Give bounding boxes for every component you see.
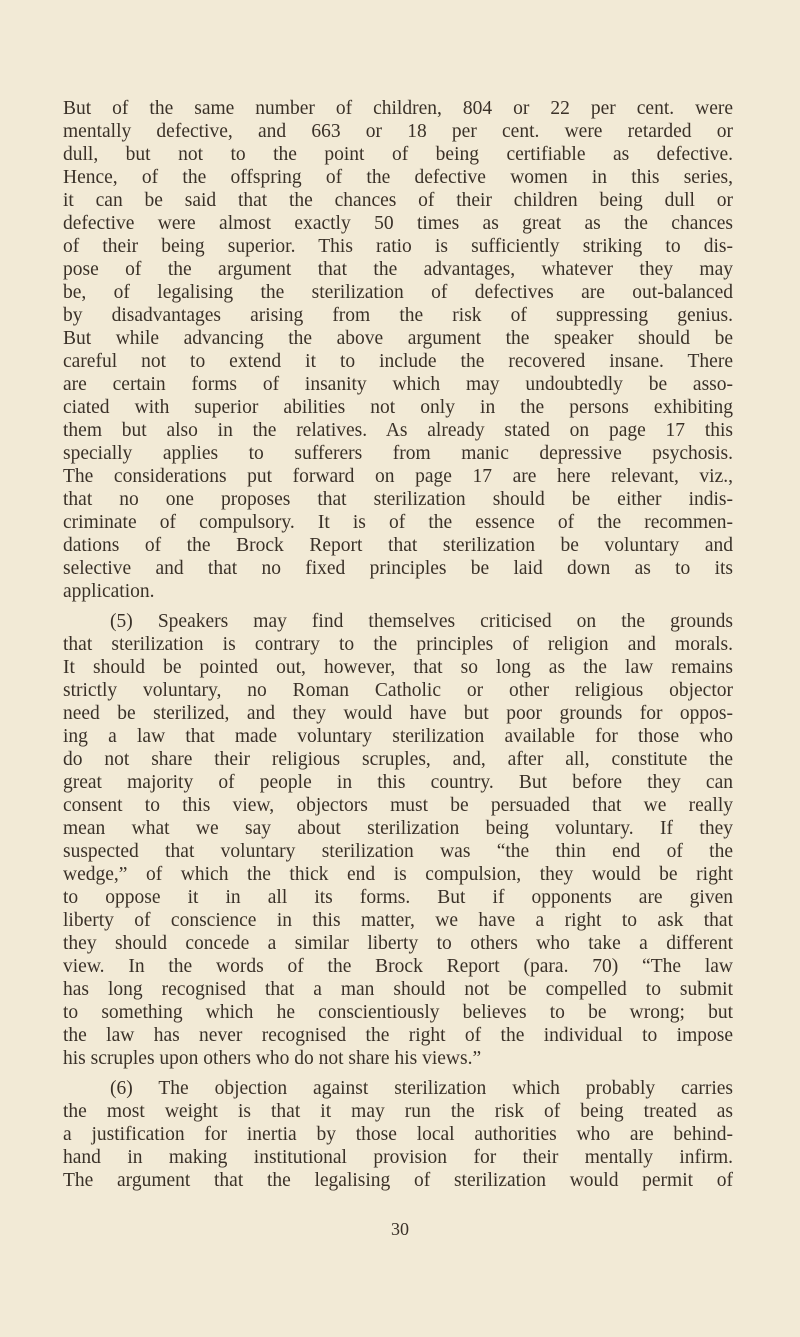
- text-line: wedge,” of which the thick end is compulsion, they would be right: [63, 864, 733, 885]
- text-line: need be sterilized, and they would have but poor grounds for oppos-: [63, 703, 733, 724]
- text-line: has long recognised that a man should not be compelled to submit: [63, 979, 733, 1000]
- text-line: hand in making institutional provision for their mentally infirm.: [63, 1147, 733, 1168]
- text-line: It should be pointed out, however, that so long as the law remains: [63, 657, 733, 678]
- text-line: strictly voluntary, no Roman Catholic or other religious objector: [63, 680, 733, 701]
- text-line: are certain forms of insanity which may undoubtedly be asso-: [63, 374, 733, 395]
- paragraph: [63, 1077, 733, 1192]
- text-line: dull, but not to the point of being certifiable as defective.: [63, 144, 733, 165]
- text-line: mentally defective, and 663 or 18 per cent. were retarded or: [63, 121, 733, 142]
- page-body: [63, 97, 733, 1192]
- text-line: But of the same number of children, 804 or 22 per cent. were: [63, 98, 733, 119]
- text-line: consent to this view, objectors must be persuaded that we really: [63, 795, 733, 816]
- text-line: defective were almost exactly 50 times as great as the chances: [63, 213, 733, 234]
- text-line: the law has never recognised the right of the individual to impose: [63, 1025, 733, 1046]
- text-line: application.: [63, 581, 155, 602]
- text-line: But while advancing the above argument the speaker should be: [63, 328, 733, 349]
- text-line: great majority of people in this country. But before they can: [63, 772, 733, 793]
- text-line: it can be said that the chances of their children being dull or: [63, 190, 733, 211]
- text-line: The argument that the legalising of sterilization would permit of: [63, 1170, 733, 1191]
- text-line: them but also in the relatives. As already stated on page 17 this: [63, 420, 733, 441]
- text-line: careful not to extend it to include the recovered insane. There: [63, 351, 733, 372]
- text-line: to oppose it in all its forms. But if opponents are given: [63, 887, 733, 908]
- page-number: 30: [391, 1219, 409, 1239]
- text-line: they should concede a similar liberty to others who take a different: [63, 933, 733, 954]
- text-line: specially applies to sufferers from manic depressive psychosis.: [63, 443, 733, 464]
- text-line: suspected that voluntary sterilization was “the thin end of the: [63, 841, 733, 862]
- text-line: mean what we say about sterilization being voluntary. If they: [63, 818, 733, 839]
- text-line: a justification for inertia by those local authorities who are behind-: [63, 1124, 733, 1145]
- text-line: (5) Speakers may find themselves criticised on the grounds: [110, 611, 733, 632]
- text-line: criminate of compulsory. It is of the essence of the recommen-: [63, 512, 733, 533]
- text-line: be, of legalising the sterilization of defectives are out-balanced: [63, 282, 733, 303]
- text-line: of their being superior. This ratio is sufficiently striking to dis-: [63, 236, 733, 257]
- text-line: liberty of conscience in this matter, we have a right to ask that: [63, 910, 733, 931]
- text-line: pose of the argument that the advantages, whatever they may: [63, 259, 733, 280]
- text-line: by disadvantages arising from the risk of suppressing genius.: [63, 305, 733, 326]
- text-line: Hence, of the offspring of the defective women in this series,: [63, 167, 733, 188]
- text-line: selective and that no fixed principles be laid down as to its: [63, 558, 733, 579]
- text-line: ing a law that made voluntary sterilization available for those who: [63, 726, 733, 747]
- text-line: that sterilization is contrary to the principles of religion and morals.: [63, 634, 733, 655]
- text-line: to something which he conscientiously believes to be wrong; but: [63, 1002, 733, 1023]
- text-line: (6) The objection against sterilization which probably carries: [110, 1078, 733, 1099]
- text-line: that no one proposes that sterilization should be either indis-: [63, 489, 733, 510]
- text-line: ciated with superior abilities not only in the persons exhibiting: [63, 397, 733, 418]
- text-line: do not share their religious scruples, and, after all, constitute the: [63, 749, 733, 770]
- text-line: The considerations put forward on page 17 are here relevant, viz.,: [63, 466, 733, 487]
- text-line: his scruples upon others who do not share his views.”: [63, 1048, 482, 1069]
- text-line: the most weight is that it may run the risk of being treated as: [63, 1101, 733, 1122]
- paragraph: [63, 610, 733, 1070]
- text-line: view. In the words of the Brock Report (para. 70) “The law: [63, 956, 733, 977]
- text-line: dations of the Brock Report that sterilization be voluntary and: [63, 535, 733, 556]
- paragraph: [63, 97, 733, 603]
